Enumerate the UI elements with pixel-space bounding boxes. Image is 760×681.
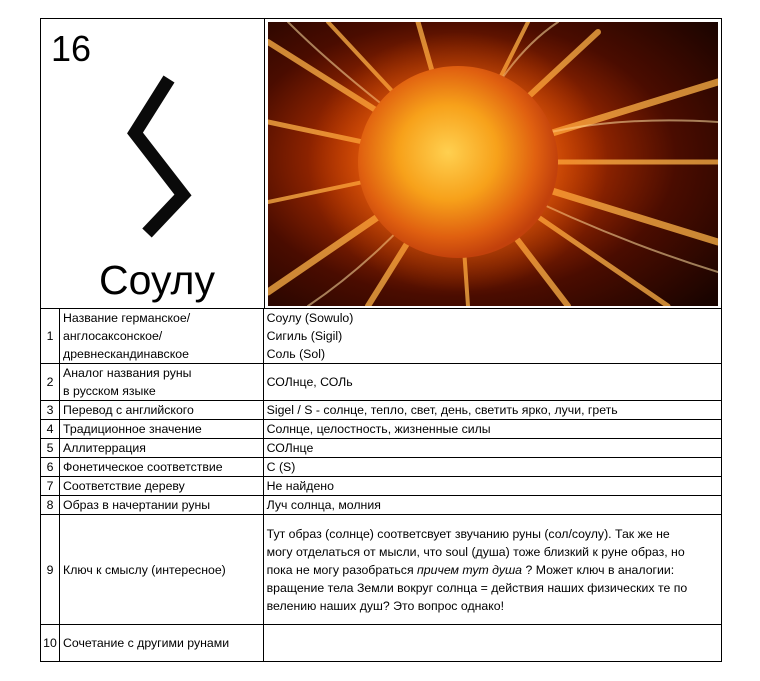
row-label: Ключ к смыслу (интересное) bbox=[60, 515, 264, 625]
row-value: Не найдено bbox=[263, 477, 721, 496]
row-label: Перевод с английского bbox=[60, 401, 264, 420]
row-value-line: Соль (Sol) bbox=[266, 347, 326, 361]
table-row bbox=[41, 496, 722, 515]
row-value bbox=[263, 309, 721, 364]
table-row bbox=[41, 515, 722, 625]
row-number: 1 bbox=[41, 309, 60, 364]
table-row bbox=[41, 477, 722, 496]
row-value: Sigel / S - солнце, тепло, свет, день, светить ярко, лучи, греть bbox=[263, 401, 721, 420]
row-value-line bbox=[267, 561, 718, 579]
table-row bbox=[41, 625, 722, 662]
table-row bbox=[41, 439, 722, 458]
row-label-line: древнескандинавское bbox=[63, 347, 189, 361]
table-row bbox=[41, 309, 722, 364]
row-label: Аллитеррация bbox=[60, 439, 264, 458]
row-value-line: Соулу (Sowulo) bbox=[266, 311, 354, 325]
row-value bbox=[263, 625, 721, 662]
row-value-fragment: ? Может ключ в аналогии: bbox=[522, 562, 675, 577]
row-number: 5 bbox=[41, 439, 60, 458]
table-row bbox=[41, 364, 722, 401]
row-value bbox=[263, 515, 721, 625]
row-value-line: велению наших душ? Это вопрос однако! bbox=[266, 598, 505, 613]
row-label: Сочетание с другими рунами bbox=[60, 625, 264, 662]
row-number: 9 bbox=[41, 515, 60, 625]
row-value-fragment: пока не могу разобраться bbox=[266, 562, 418, 577]
row-label: Традиционное значение bbox=[60, 420, 264, 439]
rune-symbol-cell bbox=[41, 19, 265, 308]
row-value-emphasis: причем тут душа bbox=[417, 562, 523, 577]
row-label-line: англосаксонское/ bbox=[63, 329, 163, 343]
row-number: 4 bbox=[41, 420, 60, 439]
row-label: Фонетическое соответствие bbox=[60, 458, 264, 477]
rune-properties-table bbox=[40, 308, 722, 662]
row-value-line: могу отделаться от мысли, что soul (душа) тоже близкий к руне образ, но bbox=[266, 544, 685, 559]
row-value: Солнце, целостность, жизненные силы bbox=[263, 420, 721, 439]
table-row bbox=[41, 458, 722, 477]
rune-name: Соулу bbox=[99, 257, 215, 303]
row-label bbox=[60, 309, 264, 364]
row-value-line: Сигиль (Sigil) bbox=[266, 329, 343, 343]
row-label: Соответствие дереву bbox=[60, 477, 264, 496]
row-label bbox=[60, 364, 264, 401]
row-label-line: Аналог названия руны bbox=[63, 366, 192, 380]
row-label: Образ в начертании руны bbox=[60, 496, 264, 515]
table-row bbox=[41, 420, 722, 439]
sun-image bbox=[268, 22, 718, 306]
row-label-line: Название германское/ bbox=[63, 311, 191, 325]
row-value-line: вращение тела Земли вокруг солнца = действия наших физических те по bbox=[266, 580, 688, 595]
rune-number: 16 bbox=[51, 28, 92, 69]
row-value: Луч солнца, молния bbox=[263, 496, 721, 515]
row-value: С (S) bbox=[263, 458, 721, 477]
table-row bbox=[41, 401, 722, 420]
row-label-line: в русском языке bbox=[63, 384, 156, 398]
row-number: 8 bbox=[41, 496, 60, 515]
sowulo-rune-icon bbox=[119, 71, 199, 241]
row-number: 2 bbox=[41, 364, 60, 401]
row-number: 6 bbox=[41, 458, 60, 477]
row-value-line: Тут образ (солнце) соответсвует звучанию руны (сол/соулу). Так же не bbox=[266, 526, 670, 541]
row-number: 3 bbox=[41, 401, 60, 420]
row-value: СОЛнце, СОЛь bbox=[263, 364, 721, 401]
rune-card bbox=[40, 18, 722, 660]
sun-image-cell bbox=[265, 19, 721, 308]
row-number: 10 bbox=[41, 625, 60, 662]
rune-header bbox=[40, 18, 722, 309]
row-value: СОЛнце bbox=[263, 439, 721, 458]
row-number: 7 bbox=[41, 477, 60, 496]
